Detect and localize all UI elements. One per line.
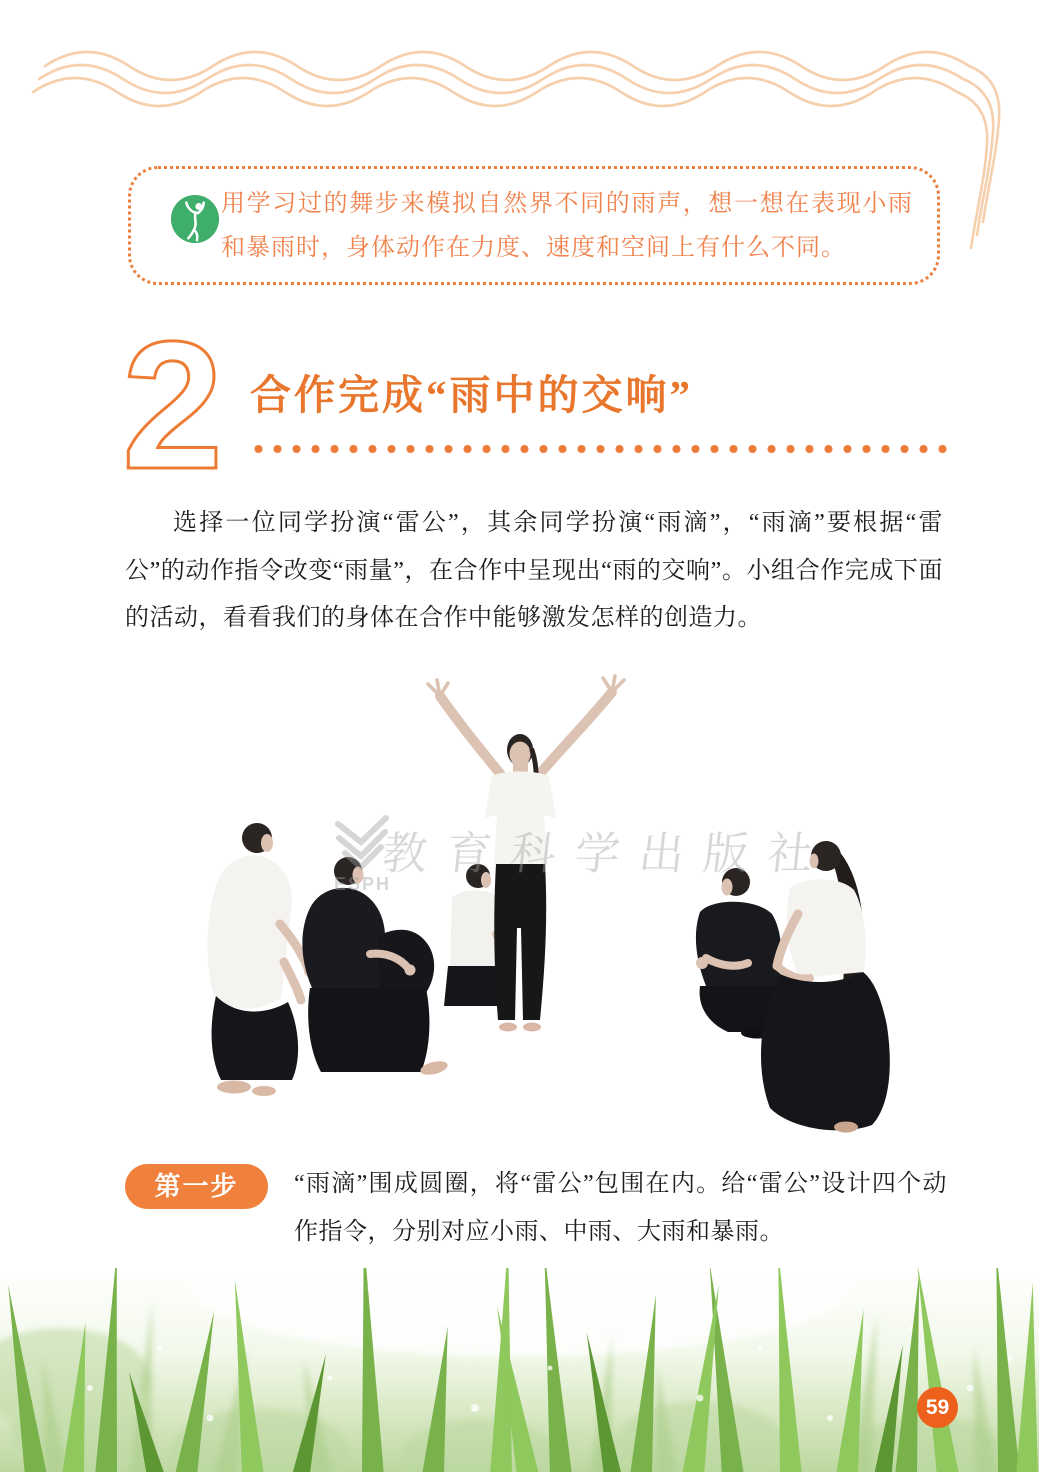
watermark-text: 教 育 科 学 出 版 社 (379, 829, 820, 879)
prompt-box (128, 166, 940, 285)
dancer-icon (170, 194, 220, 244)
intro-paragraph: 选择一位同学扮演“雷公”，其余同学扮演“雨滴”，“雨滴”要根据“雷公”的动作指令改变“雨量”，在合作中呈现出“雨的交响”。小组合作完成下面的活动，看看我们的身体在合作中能够激发怎样的创造力。 (125, 510, 943, 631)
dancer-raindrop-right (761, 841, 890, 1133)
dance-photo (140, 666, 910, 1144)
step-block (125, 1160, 947, 1256)
dancer-raindrop-left (207, 823, 316, 1096)
section-number (120, 328, 240, 478)
esph-logo-text: ESPH (334, 874, 392, 894)
prompt-text: 用学习过的舞步来模拟自然界不同的雨声，想一想在表现小雨和暴雨时，身体动作在力度、速度和空间上有什么不同。 (221, 190, 913, 261)
grass-footer (0, 1268, 1039, 1472)
step-pill: 第一步 (125, 1164, 268, 1209)
dotted-divider (249, 442, 947, 456)
section-title: 合作完成“雨中的交响” (250, 372, 693, 418)
step-text: “雨滴”围成圆圈，将“雷公”包围在内。给“雷公”设计四个动作指令，分别对应小雨、中雨、大雨和暴雨。 (294, 1171, 947, 1245)
page-number-badge: 59 (917, 1387, 958, 1428)
svg-text:2: 2 (122, 328, 224, 478)
